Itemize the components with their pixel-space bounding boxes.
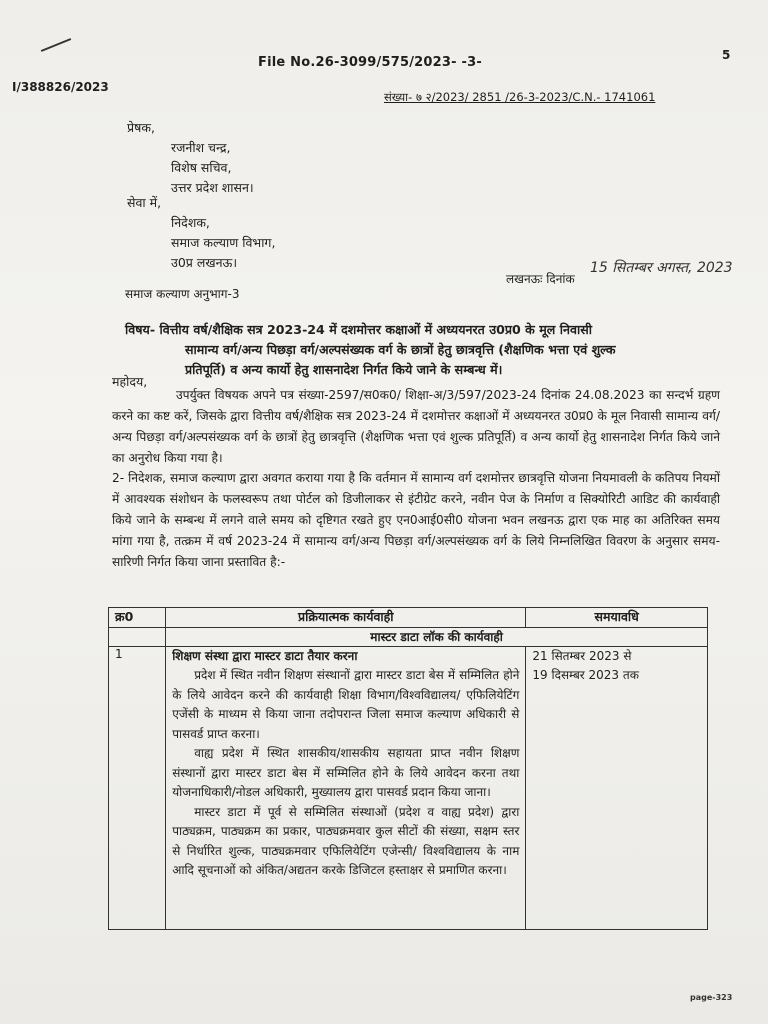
sender-line: विशेष सचिव, bbox=[171, 160, 232, 175]
reference-number: I/388826/2023 bbox=[12, 80, 109, 94]
row-number: 1 bbox=[109, 647, 166, 930]
period-start: 21 सितम्बर 2023 से bbox=[532, 649, 632, 663]
recipient-line: निदेशक, bbox=[171, 215, 210, 230]
row-paragraph: प्रदेश में स्थित नवीन शिक्षण संस्थानों द्वारा मास्टर डाटा बेस में सम्मिलित होने के लिये आवेदन करने की कार्यवाही शिक्षा विभाग/विश्वविद्यालय/ एफिलियेटिंग एजेंसी के माध्यम से किया जाना तदोपरान्त जिला समाज कल्याण अधिकारी से पासवर्ड प्राप्त करना। bbox=[172, 668, 520, 741]
date-label: लखनऊः दिनांक bbox=[506, 272, 575, 286]
sender-line: उत्तर प्रदेश शासन। bbox=[171, 180, 254, 195]
salutation: महोदय, bbox=[112, 374, 148, 389]
table-subheading-row bbox=[109, 628, 708, 647]
paragraph-1: उपर्युक्त विषयक अपने पत्र संख्या-2597/स0क0/ शिक्षा-अ/3/597/2023-24 दिनांक 24.08.2023 का सन्दर्भ ग्रहण करने का कष्ट करें, जिसके द्वारा वित्तीय वर्ष/शैक्षिक सत्र 2023-24 में दशमोत्तर कक्षाओं में अध्ययनरत उ0प्र0 के मूल निवासी सामान्य वर्ग/अन्य पिछड़ा वर्ग/अल्पसंख्यक वर्ग के छात्रों हेतु छात्रवृत्ति (शैक्षणिक भत्ता एवं शुल्क प्रतिपूर्ति) व अन्य कार्यो हेतु शासनादेश निर्गत किये जाने का अनुरोध किया गया है। bbox=[112, 388, 720, 465]
letter-number: संख्या- ७ २/2023/ 2851 /26-3-2023/C.N.- 1741061 bbox=[384, 90, 656, 104]
pen-mark bbox=[41, 38, 71, 52]
recipient-label: सेवा में, bbox=[127, 195, 162, 210]
recipient-block bbox=[127, 193, 275, 273]
section-name: समाज कल्याण अनुभाग-3 bbox=[125, 287, 240, 301]
table-header-row bbox=[109, 608, 708, 628]
sender-block bbox=[127, 118, 254, 198]
header-procedure: प्रक्रियात्मक कार्यवाही bbox=[166, 608, 526, 628]
subject-line: विषय- वित्तीय वर्ष/शैक्षिक सत्र 2023-24 में दशमोत्तर कक्षाओं में अध्ययनरत उ0प्र0 के मूल निवासी bbox=[125, 322, 592, 337]
page-footer: page-323 bbox=[690, 993, 733, 1002]
row-title: शिक्षण संस्था द्वारा मास्टर डाटा तैयार करना bbox=[172, 649, 358, 663]
subject-line: प्रतिपूर्ति) व अन्य कार्यो हेतु शासनादेश निर्गत किये जाने के सम्बन्ध में। bbox=[185, 362, 503, 377]
row-paragraph: वाह्य प्रदेश में स्थित शासकीय/शासकीय सहायता प्राप्त नवीन शिक्षण संस्थानों द्वारा मास्टर डाटा बेस में सम्मिलित होने के लिये आवेदन करना तथा योजनाधिकारी/नोडल अधिकारी, मुख्यालय द्वारा पासवर्ड प्रदान किया जाना। bbox=[172, 746, 520, 799]
table-subheading: मास्टर डाटा लॉक की कार्यवाही bbox=[166, 628, 708, 647]
row-procedure bbox=[166, 647, 526, 930]
paragraph-2: 2- निदेशक, समाज कल्याण द्वारा अवगत कराया गया है कि वर्तमान में सामान्य वर्ग दशमोत्तर छात्रवृत्ति योजना नियमावली के कतिपय नियमों में आवश्यक संशोधन के फलस्वरूप तथा पोर्टल को डिजीलाकर से इंटीग्रेट करने, नवीन पेज के निर्माण व सिक्योरिटी आडिट की कार्यवाही किये जाने के सम्बन्ध में लगने वाले समय को दृष्टिगत रखते हुए एन0आई0सी0 योजना भवन लखनऊ द्वारा एक माह का अतिरिक्त समय मांगा गया है, तत्क्रम में वर्ष 2023-24 में सामान्य वर्ग/अन्य पिछड़ा वर्ग/अल्पसंख्यक वर्ग के लिये निम्नलिखित विवरण के अनुसार समय-सारिणी निर्गत किया जाना प्रस्तावित है:- bbox=[112, 471, 720, 569]
file-number: File No.26-3099/575/2023- -3- bbox=[258, 55, 482, 70]
sender-line: रजनीश चन्द्र, bbox=[171, 140, 231, 155]
header-period: समयावधि bbox=[526, 608, 708, 628]
table-row bbox=[109, 647, 708, 930]
row-period bbox=[526, 647, 708, 930]
period-end: 19 दिसम्बर 2023 तक bbox=[532, 668, 639, 682]
handwritten-date: 15 सितम्बर अगस्त, 2023 bbox=[590, 260, 733, 276]
row-paragraph: मास्टर डाटा में पूर्व से सम्मिलित संस्थाओं (प्रदेश व वाह्य प्रदेश) द्वारा पाठ्यक्रम, पाठ्यक्रम का प्रकार, पाठ्यक्रमवार कुल सीटों की संख्या, सक्षम स्तर से निर्धारित शुल्क, पाठ्यक्रमवार एफिलियेटिंग एजेन्सी/ विश्वविद्यालय के नाम आदि सूचनाओं को अंकित/अद्यतन करके डिजिटल हस्ताक्षर से प्रमाणित करना। bbox=[172, 804, 520, 877]
subject-line: सामान्य वर्ग/अन्य पिछड़ा वर्ग/अल्पसंख्यक वर्ग के छात्रों हेतु छात्रवृत्ति (शैक्षणिक भत्ता एवं शुल्क bbox=[185, 342, 616, 357]
header-serial: क्र0 bbox=[109, 608, 166, 628]
schedule-table bbox=[108, 607, 708, 930]
recipient-line: समाज कल्याण विभाग, bbox=[171, 235, 276, 250]
sender-label: प्रेषक, bbox=[127, 120, 155, 135]
recipient-line: उ0प्र लखनऊ। bbox=[171, 255, 238, 270]
page-number: 5 bbox=[722, 48, 731, 62]
subject-block bbox=[125, 320, 725, 380]
